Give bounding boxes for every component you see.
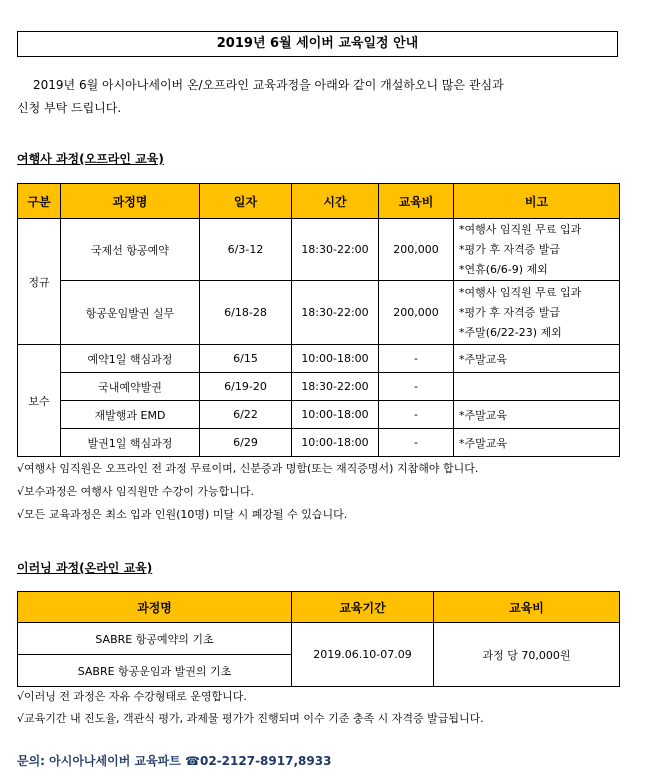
online-course-name: SABRE 항공예약의 기초	[18, 623, 292, 655]
intro-line-2: 신청 부탁 드립니다.	[17, 101, 122, 115]
table-row	[18, 219, 620, 281]
header-notes: 비고	[454, 184, 620, 219]
course-name: 국내예약발권	[61, 373, 200, 401]
online-section-heading: 이러닝 과정(온라인 교육)	[17, 561, 153, 575]
course-date: 6/29	[200, 429, 292, 457]
table-row	[18, 373, 620, 401]
page-title: 2019년 6월 세이버 교육일정 안내	[17, 31, 618, 57]
course-name: 항공운임발권 실무	[61, 281, 200, 345]
course-notes: *주말교육	[454, 429, 620, 457]
phone-icon: ☎	[185, 754, 200, 768]
note-line: *연휴(6/6-9) 제외	[459, 262, 548, 276]
offline-schedule-table	[17, 183, 620, 457]
offline-footnote: √보수과정은 여행사 임직원만 수강이 가능합니다.	[17, 485, 255, 498]
contact-info	[17, 752, 331, 769]
note-line: *평가 후 자격증 발급	[459, 242, 560, 256]
course-date: 6/3-12	[200, 219, 292, 281]
intro-paragraph	[17, 74, 627, 120]
online-footnote: √이러닝 전 과정은 자유 수강형태로 운영합니다.	[17, 690, 247, 703]
group-refresher: 보수	[18, 345, 61, 457]
course-notes	[454, 281, 620, 345]
course-fee: -	[379, 401, 454, 429]
table-row	[18, 345, 620, 373]
note-line: *여행사 임직원 무료 입과	[459, 222, 582, 236]
online-period: 2019.06.10-07.09	[292, 623, 434, 687]
offline-footnote: √여행사 임직원은 오프라인 전 과정 무료이며, 신분증과 명함(또는 재직증명서) 지참해야 합니다.	[17, 462, 479, 475]
note-line: *여행사 임직원 무료 입과	[459, 285, 582, 299]
header-course: 과정명	[61, 184, 200, 219]
course-fee: -	[379, 345, 454, 373]
course-fee: 200,000	[379, 219, 454, 281]
course-fee: -	[379, 373, 454, 401]
header-period: 교육기간	[292, 592, 434, 623]
online-course-table	[17, 591, 620, 687]
online-course-name: SABRE 항공운임과 발권의 기초	[18, 655, 292, 687]
table-header-row	[18, 592, 620, 623]
course-name: 발권1일 핵심과정	[61, 429, 200, 457]
header-time: 시간	[292, 184, 379, 219]
header-fee: 교육비	[434, 592, 620, 623]
intro-line-1: 2019년 6월 아시아나세이버 온/오프라인 교육과정을 아래와 같이 개설하오니 많은 관심과	[33, 78, 504, 92]
header-date: 일자	[200, 184, 292, 219]
course-date: 6/19-20	[200, 373, 292, 401]
course-date: 6/22	[200, 401, 292, 429]
course-notes	[454, 219, 620, 281]
course-fee: 200,000	[379, 281, 454, 345]
course-time: 18:30-22:00	[292, 281, 379, 345]
table-row	[18, 281, 620, 345]
table-header-row	[18, 184, 620, 219]
course-notes: *주말교육	[454, 345, 620, 373]
course-time: 10:00-18:00	[292, 345, 379, 373]
course-date: 6/15	[200, 345, 292, 373]
contact-label: 문의: 아시아나세이버 교육파트	[17, 754, 181, 768]
course-notes: *주말교육	[454, 401, 620, 429]
table-row	[18, 429, 620, 457]
course-name: 재발행과 EMD	[61, 401, 200, 429]
course-name: 예약1일 핵심과정	[61, 345, 200, 373]
header-course: 과정명	[18, 592, 292, 623]
contact-phone: 02-2127-8917,8933	[200, 754, 332, 768]
course-date: 6/18-28	[200, 281, 292, 345]
note-line: *평가 후 자격증 발급	[459, 305, 560, 319]
course-name: 국제선 항공예약	[61, 219, 200, 281]
header-fee: 교육비	[379, 184, 454, 219]
online-footnote: √교육기간 내 진도율, 객관식 평가, 과제물 평가가 진행되며 이수 기준 충족 시 자격증 발급됩니다.	[17, 712, 484, 725]
online-fee: 과정 당 70,000원	[434, 623, 620, 687]
note-line: *주말(6/22-23) 제외	[459, 325, 562, 339]
course-time: 10:00-18:00	[292, 429, 379, 457]
table-row	[18, 623, 620, 655]
group-regular: 정규	[18, 219, 61, 345]
offline-footnote: √모든 교육과정은 최소 입과 인원(10명) 미달 시 폐강될 수 있습니다.	[17, 508, 348, 521]
course-time: 18:30-22:00	[292, 373, 379, 401]
course-notes	[454, 373, 620, 401]
table-row	[18, 401, 620, 429]
header-category: 구분	[18, 184, 61, 219]
offline-section-heading: 여행사 과정(오프라인 교육)	[17, 152, 164, 166]
course-time: 10:00-18:00	[292, 401, 379, 429]
course-fee: -	[379, 429, 454, 457]
course-time: 18:30-22:00	[292, 219, 379, 281]
